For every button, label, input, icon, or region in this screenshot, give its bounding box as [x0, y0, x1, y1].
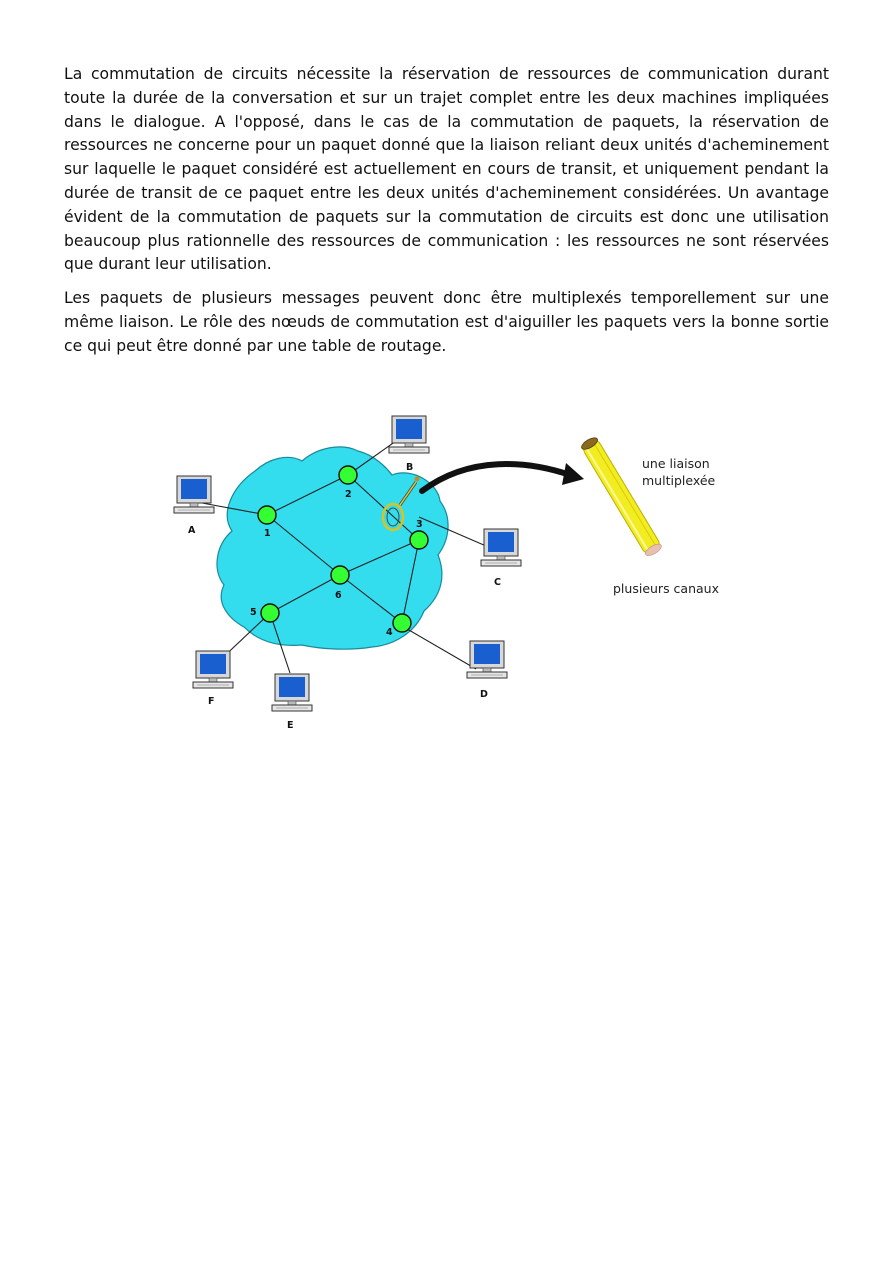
host-label-f: F — [208, 696, 215, 707]
packet-switching-network-diagram — [160, 405, 740, 740]
switch-node-5 — [261, 604, 279, 622]
network-cloud — [217, 447, 448, 649]
host-label-b: B — [406, 462, 414, 473]
node-label-4: 4 — [386, 627, 393, 638]
paragraph-circuit-vs-packet: La commutation de circuits nécessite la réservation de ressources de communication durant toute la durée de la conversation et sur un trajet complet entre les deux machines impliquées dans le dialogue. A l'opposé, dans le cas de la commutation de paquets, la réservation de ressources ne concerne pour un paquet donné que la liaison reliant deux unités d'acheminement sur laquelle le paquet considéré est actuellement en cours de transit, et uniquement pendant la durée de transit de ce paquet entre les deux unités d'acheminement considérées. Un avantage évident de la commutation de paquets sur la commutation de circuits est donc une utilisation beaucoup plus rationnelle des ressources de communication : les ressources ne sont réservées que durant leur utilisation. — [64, 65, 829, 274]
host-label-c: C — [494, 577, 501, 588]
switch-node-6 — [331, 566, 349, 584]
node-label-3: 3 — [416, 519, 423, 530]
host-label-d: D — [480, 689, 488, 700]
switch-node-1 — [258, 506, 276, 524]
link-label-line2: multiplexée — [642, 473, 716, 488]
node-label-6: 6 — [335, 590, 342, 601]
link-label-line1: une liaison — [642, 456, 710, 471]
zoom-arrow — [422, 464, 570, 491]
switch-node-2 — [339, 466, 357, 484]
computer-d-icon — [467, 641, 507, 678]
computer-a-icon — [174, 476, 214, 513]
channels-label: plusieurs canaux — [613, 581, 719, 596]
node-label-1: 1 — [264, 528, 271, 539]
switch-node-3 — [410, 531, 428, 549]
node-label-5: 5 — [250, 607, 257, 618]
host-label-a: A — [188, 525, 196, 536]
computer-f-icon — [193, 651, 233, 688]
switch-node-4 — [393, 614, 411, 632]
computer-e-icon — [272, 674, 312, 711]
computer-c-icon — [481, 529, 521, 566]
host-label-e: E — [287, 720, 294, 731]
multiplexed-link-tube — [580, 436, 663, 558]
paragraph-multiplexing: Les paquets de plusieurs messages peuvent donc être multiplexés temporellement sur une même liaison. Le rôle des nœuds de commutation est d'aiguiller les paquets vers la bonne sortie ce qui peut être donné par une table de routage. — [64, 289, 829, 355]
node-label-2: 2 — [345, 489, 352, 500]
computer-b-icon — [389, 416, 429, 453]
